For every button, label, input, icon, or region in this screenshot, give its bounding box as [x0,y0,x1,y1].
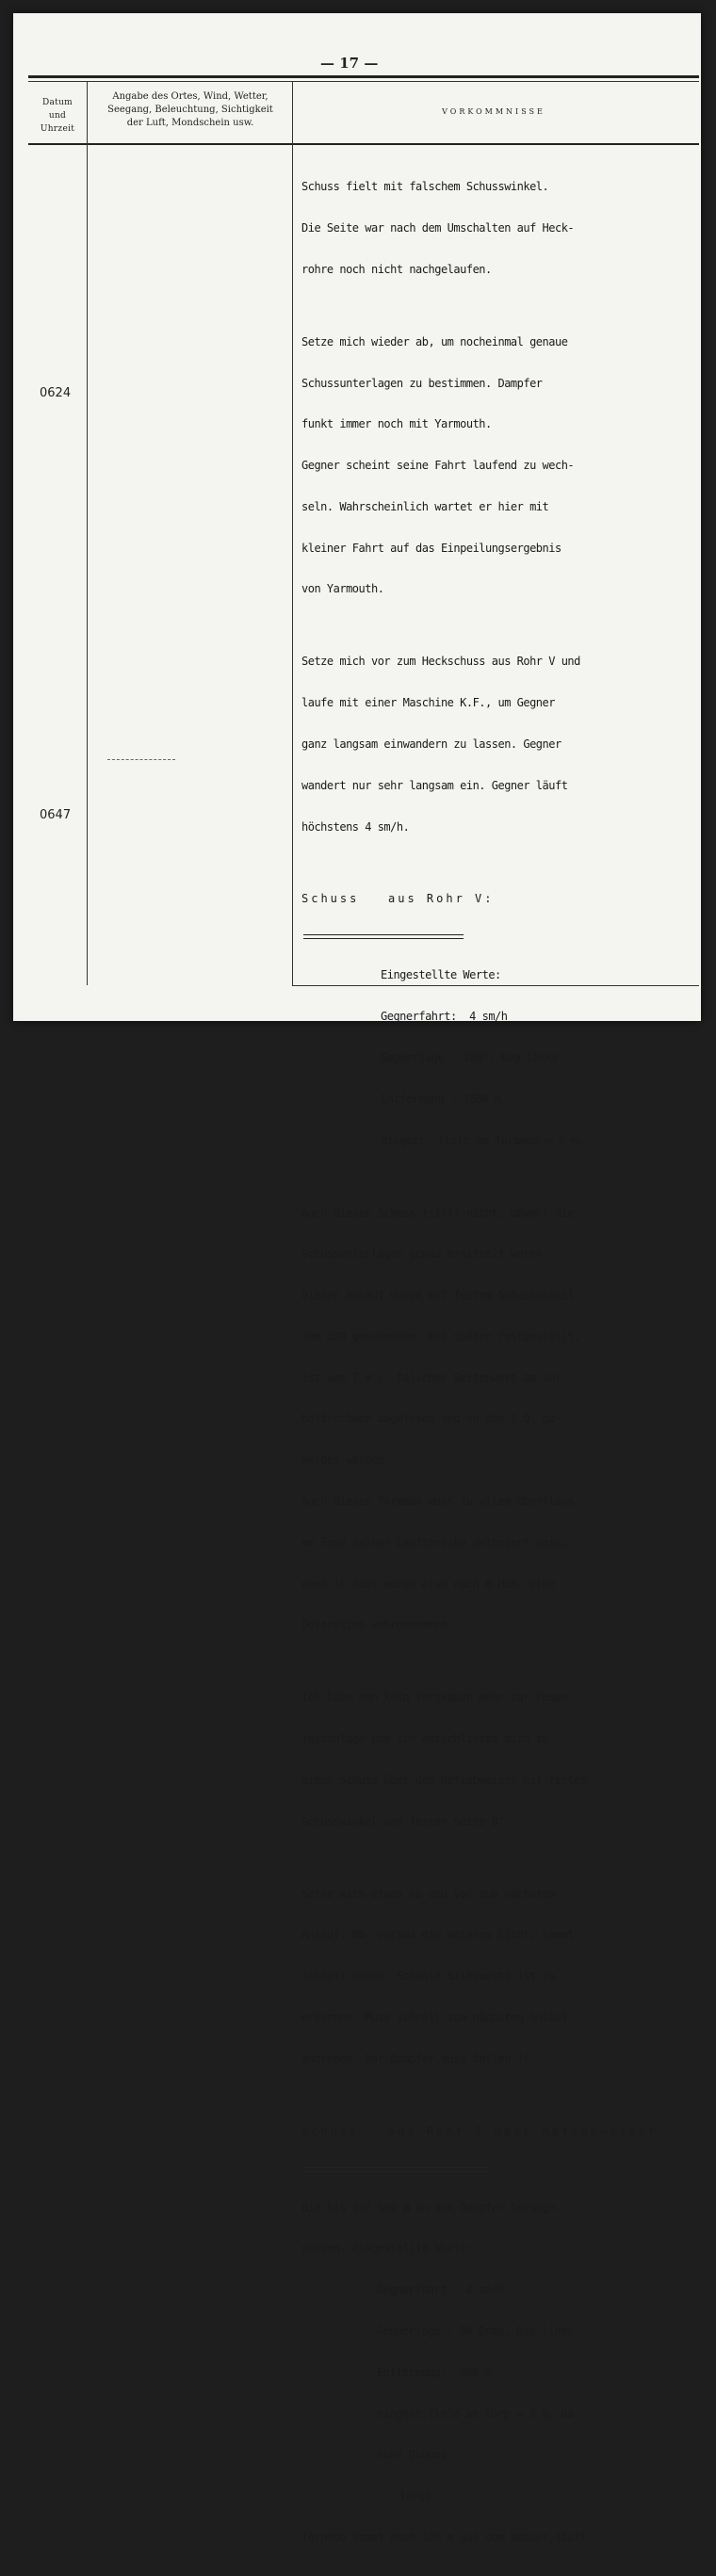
log-line: Setze mich wieder ab, um nocheinmal genaue [301,334,568,348]
setting-line: Gegnerfahrt: 4 sm/h [377,2283,504,2297]
log-line: funkt immer noch mit Yarmouth. [301,417,492,431]
log-line: Gegner scheint seine Fahrt laufend zu wech- [301,459,575,473]
header-datum-line: und [48,111,67,121]
log-line: rohre noch nicht nachgelaufen. [301,262,492,276]
log-line: Setze mich vor zum Heckschuss aus Rohr V und [301,655,580,669]
header-top-rule [28,75,699,78]
log-paragraph [301,1859,707,2093]
double-underline [303,2167,488,2172]
header-angabe-line: der Luft, Mondschein usw. [126,118,254,128]
shot-block [301,865,707,1175]
log-line: am Ende seiner Laufstrecke detoniert sein, [301,1535,568,1549]
handwritten-note: lange. [399,2489,438,2503]
table-bottom-rule [292,985,699,986]
setting-line: eingest. Tiefe am Torpedo = 2 m. [381,1133,584,1147]
column-divider [87,81,88,985]
log-line: erkennen. Muss schnell zum nächsten Anlauf [301,2010,568,2024]
log-line: Dieser Anlauf wurde mit festem Schusswinkel [301,1288,575,1303]
log-line: meldet worden. [301,1453,391,1467]
log-line: Die Seite war nach dem Umschalten auf Heck- [301,220,575,235]
page-number: — 17 — [320,55,379,72]
header-vorkommnisse: VORKOMMNISSE [442,107,545,116]
log-line: ist vom T.W.L. falscher Seitenwert am Vor- [301,1370,568,1385]
log-line: denn im Boot wurde etwa nach 6 Min. eine [301,1577,555,1591]
time-entry: 0647 [40,808,72,822]
log-line: seln. Wahrscheinlich wartet er hier mit [301,499,549,513]
log-line: wandert nur sehr langsam ein. Gegner läuft [301,778,568,792]
log-line: Setze mich etwas ab und vor zum nächsten [301,1887,555,1901]
log-line: Schusswinkel und fester Seite 0°. [301,1814,511,1828]
log-content [301,153,707,2576]
setting-line: Entfernung: 500 m [377,2365,492,2379]
setting-line: Gegnerlage : 100°, Bug links [381,1051,559,1064]
double-underline [303,934,464,939]
log-line: Schuss fielt mit falschem Schusswinkel. [301,180,549,194]
setting-line: hohe Dünung. [377,2448,453,2462]
log-line: von Yarmouth. [301,582,384,596]
header-datum-line: Uhrzeit [40,124,75,134]
log-line: Auch dieser Torpedo muss zu allem Überfluss [301,1495,575,1508]
setting-line: Gegnerlage : 90 Grad, Bug links [377,2325,574,2339]
log-line: gangen. Eingestellte Werte: [301,2242,473,2256]
log-line: vom UZO geschossen. Wie später festgestellt, [301,1329,580,1343]
log-paragraph [301,1663,707,1855]
log-line: Ich habe nun kein Vertrauen mehr zur Feuer- [301,1691,575,1705]
log-line: schnell näher. Schmale Silhouette ist zu [301,1969,555,1984]
log-line: Auch dieser Schuss trifft nicht, obwohl die [301,1206,575,1220]
header-top-rule-thin [28,81,699,82]
log-line: laufe mit einer Maschine K.F., um Gegner [301,696,555,710]
header-datum [28,96,87,136]
document-page [13,13,701,2544]
column-divider [292,81,293,985]
header-angabe-line: Seegang, Beleuchtung, Sichtigkeit [107,105,273,115]
shot-block [301,2098,707,2572]
log-paragraph [301,153,707,304]
setting-line: Gegnerfahrt: 4 sm/h [381,1010,508,1024]
log-line: haltrechner abgelesen und an den T.O. ge- [301,1412,561,1426]
setting-line: eingest.Tiefe am Torp.= 3 m, da [377,2406,574,2421]
setting-line: Entfernung : 1500 m, [381,1092,508,1106]
log-line: Anlauf. Bb. voraus ein weisses Licht, kommt [301,1928,575,1942]
log-paragraph [301,1178,707,1660]
shot-heading: Schuss aus Rohr V: [301,892,495,906]
log-paragraph [301,308,707,624]
log-line: Schussunterlagen genau ermittelt waren. [301,1247,549,1261]
log-line: einem Schuss über den Netzabweiser mit festem [301,1773,587,1787]
shot-heading: Schuss aus Rohr I über Netzabweiser. [301,2124,668,2138]
log-line: kleiner Fahrt auf das Einpeilungsergebnis [301,541,561,555]
header-angabe [92,90,288,130]
log-line: Detonation wahrgenommen. [301,1618,454,1632]
log-line: Torpedo kommt nach 100 m aus dem Wasser,läuft [301,2530,587,2544]
header-bottom-rule [28,143,699,145]
header-datum-line: Datum [41,98,73,107]
log-line: höchstens 4 sm/h. [301,819,410,834]
log-line: ganz langsam einwandern zu lassen. Gegner [301,737,561,751]
dotted-mark [107,759,175,760]
log-line: Bin bis auf 500 m an den Dampfer herange- [301,2200,561,2214]
header-angabe-line: Angabe des Ortes, Wind, Wetter, [112,91,268,102]
log-paragraph [301,627,707,861]
log-line: leitanlage und ich entschliesse mich zu [301,1732,549,1746]
log-line: Schussunterlagen zu bestimmen. Dampfer [301,376,543,390]
time-entry: 0624 [40,386,72,400]
log-line: andrehen. Der Dampfer muss fallen !! [301,2051,530,2066]
settings-title: Eingestellte Werte: [381,968,501,982]
